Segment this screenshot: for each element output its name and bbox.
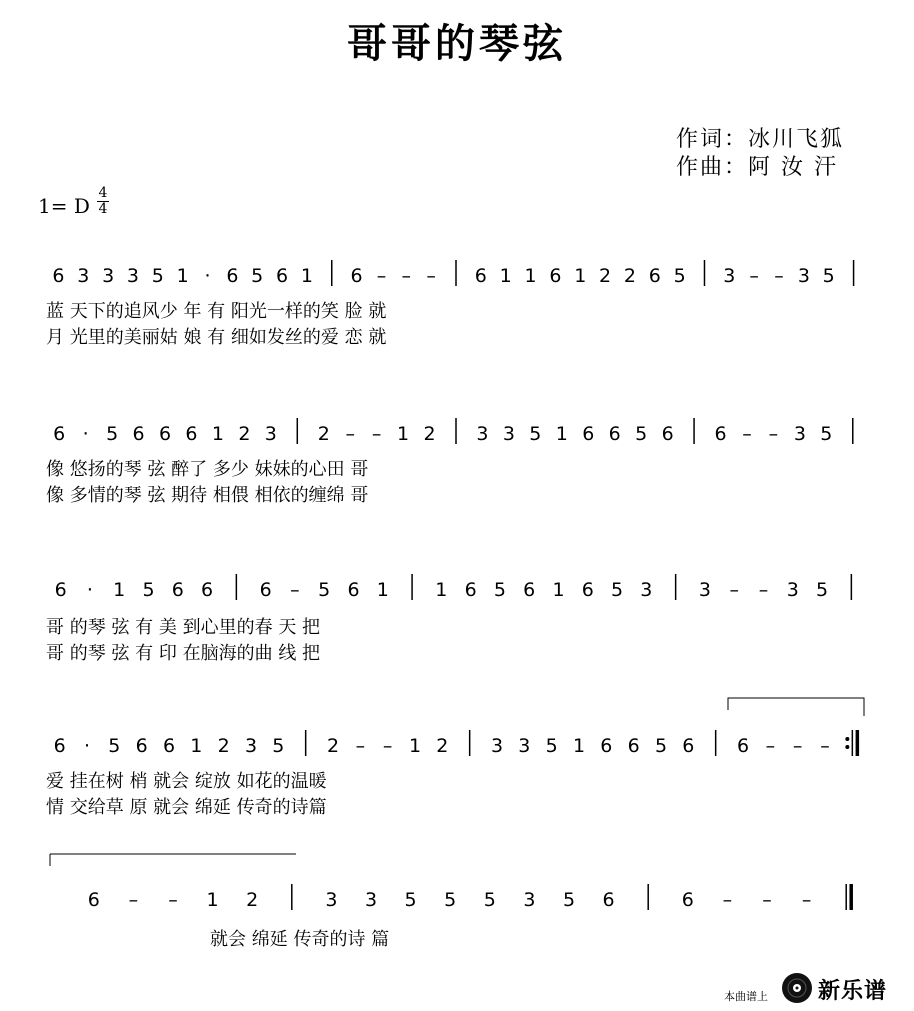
sustain-dash: – — [774, 265, 784, 287]
note: 6 — [581, 579, 594, 601]
time-signature-top: 4 — [98, 185, 108, 201]
lyric-verse1-line1: 蓝 天下的追风少 年 有 阳光一样的笑 脸 就 — [46, 301, 387, 322]
lyric-verse2-line3: 哥 的琴 弦 有 印 在脑海的曲 线 把 — [46, 643, 321, 664]
note: 6 — [474, 265, 487, 287]
note: 5 — [611, 579, 624, 601]
note: 5 — [142, 579, 155, 601]
note: 1 — [435, 579, 448, 601]
lyric-ending-line: 就会 绵延 传奇的诗 篇 — [210, 929, 390, 950]
note: 6 — [549, 265, 562, 287]
note: 5 — [673, 265, 686, 287]
note: 3 — [786, 579, 799, 601]
note: 3 — [698, 579, 711, 601]
note: 1 — [499, 265, 512, 287]
note: 3 — [264, 423, 277, 445]
note: 1 — [300, 265, 313, 287]
sustain-dash: – — [371, 423, 382, 445]
composer-credit: 作曲：阿 汝 汗 — [676, 155, 838, 180]
note: 6 — [523, 579, 536, 601]
note: 5 — [654, 735, 668, 757]
note: 5 — [529, 423, 542, 445]
note: 5 — [483, 889, 496, 911]
footer-text: 本曲谱上 — [724, 990, 768, 1003]
sustain-dash: – — [376, 265, 387, 287]
sustain-dash: – — [290, 579, 300, 601]
repeat-dot — [845, 745, 849, 749]
sustain-dash: – — [426, 265, 436, 287]
note: 3 — [126, 265, 140, 287]
note: 6 — [53, 735, 66, 757]
note: 1 — [408, 735, 422, 757]
note: 1 — [176, 265, 189, 287]
note: 3 — [77, 265, 90, 287]
note: · — [82, 423, 89, 445]
note: 6 — [600, 735, 613, 757]
song-title: 哥哥的琴弦 — [347, 21, 567, 67]
note: 6 — [736, 735, 750, 757]
sustain-dash: – — [765, 735, 776, 757]
note: 6 — [582, 423, 595, 445]
sustain-dash: – — [742, 423, 752, 445]
lyric-verse1-line3: 哥 的琴 弦 有 美 到心里的春 天 把 — [46, 617, 321, 638]
note: 6 — [53, 423, 66, 445]
note: 6 — [52, 265, 65, 287]
note: 1 — [113, 579, 126, 601]
brand-name: 新乐谱 — [818, 979, 888, 1004]
note: 2 — [436, 735, 449, 757]
note: 6 — [714, 423, 727, 445]
note: 3 — [640, 579, 653, 601]
note: 3 — [502, 423, 515, 445]
note: 6 — [661, 423, 674, 445]
note: 6 — [185, 423, 198, 445]
repeat-dot — [845, 737, 849, 741]
note: 1 — [572, 735, 586, 757]
note: 6 — [132, 423, 145, 445]
note: 6 — [608, 423, 621, 445]
note: 5 — [822, 265, 835, 287]
sustain-dash: – — [792, 735, 803, 757]
note: 3 — [797, 265, 810, 287]
note: 6 — [226, 265, 239, 287]
sustain-dash: – — [729, 579, 739, 601]
note: 1 — [211, 423, 224, 445]
note: 1 — [555, 423, 568, 445]
sustain-dash: – — [401, 265, 412, 287]
note: 3 — [490, 735, 504, 757]
note: 6 — [347, 579, 360, 601]
note: 6 — [276, 265, 289, 287]
note: 6 — [648, 265, 661, 287]
note: 1 — [206, 889, 219, 911]
note: · — [83, 735, 91, 757]
note: 2 — [246, 889, 259, 911]
lyricist-credit: 作词：冰川飞狐 — [676, 127, 845, 152]
note: 3 — [364, 889, 378, 911]
note: 1 — [376, 579, 389, 601]
note: 6 — [350, 265, 363, 287]
sustain-dash: – — [722, 889, 733, 911]
note: 1 — [397, 423, 410, 445]
note: 6 — [464, 579, 477, 601]
note: 2 — [217, 735, 230, 757]
note: 3 — [244, 735, 258, 757]
note: 6 — [259, 579, 272, 601]
sustain-dash: – — [758, 579, 769, 601]
note: 6 — [171, 579, 184, 601]
lyric-verse2-line4: 情 交给草 原 就会 绵延 传奇的诗篇 — [46, 797, 327, 818]
note: 1 — [552, 579, 565, 601]
sustain-dash: – — [382, 735, 393, 757]
note: · — [86, 579, 93, 601]
note: 6 — [627, 735, 640, 757]
note: 3 — [523, 889, 536, 911]
sustain-dash: – — [355, 735, 366, 757]
note: 2 — [423, 423, 436, 445]
note: 6 — [54, 579, 67, 601]
note: 6 — [682, 735, 695, 757]
note: 5 — [493, 579, 506, 601]
note: 5 — [318, 579, 331, 601]
note: 5 — [272, 735, 285, 757]
note: 2 — [238, 423, 251, 445]
note: 2 — [623, 265, 636, 287]
note: · — [204, 265, 211, 287]
lyric-verse1-line2: 像 悠扬的琴 弦 醉了 多少 妹妹的心田 哥 — [46, 459, 369, 480]
record-logo-icon — [781, 972, 813, 1004]
note: 5 — [545, 735, 558, 757]
note: 6 — [162, 735, 176, 757]
note: 5 — [404, 889, 417, 911]
note: 6 — [201, 579, 214, 601]
note: 1 — [524, 265, 537, 287]
lyric-verse2-line2: 像 多情的琴 弦 期待 相偎 相依的缠绵 哥 — [46, 485, 369, 506]
note: 1 — [574, 265, 587, 287]
key-signature: 1= D — [38, 194, 90, 218]
sustain-dash: – — [168, 889, 178, 911]
note: 6 — [135, 735, 148, 757]
first-ending-bracket — [728, 698, 864, 716]
note: 5 — [106, 423, 119, 445]
note: 3 — [723, 265, 736, 287]
note: 6 — [681, 889, 694, 911]
sustain-dash: – — [128, 889, 139, 911]
note: 2 — [317, 423, 330, 445]
sustain-dash: – — [801, 889, 812, 911]
note: 2 — [599, 265, 612, 287]
sustain-dash: – — [762, 889, 772, 911]
sustain-dash: – — [820, 735, 830, 757]
note: 5 — [251, 265, 264, 287]
note: 3 — [102, 265, 115, 287]
note: 3 — [325, 889, 338, 911]
note: 3 — [476, 423, 489, 445]
lyric-verse1-line4: 爱 挂在树 梢 就会 绽放 如花的温暖 — [46, 771, 327, 792]
time-signature-bottom: 4 — [98, 201, 108, 217]
sustain-dash: – — [345, 423, 355, 445]
note: 5 — [562, 889, 576, 911]
sustain-dash: – — [749, 265, 759, 287]
note: 2 — [326, 735, 340, 757]
note: 6 — [87, 889, 100, 911]
note: 5 — [444, 889, 457, 911]
note: 5 — [820, 423, 833, 445]
note: 6 — [158, 423, 172, 445]
note: 3 — [518, 735, 531, 757]
note: 5 — [108, 735, 121, 757]
sustain-dash: – — [768, 423, 779, 445]
note: 1 — [190, 735, 203, 757]
note: 5 — [635, 423, 648, 445]
note: 6 — [602, 889, 615, 911]
note: 5 — [816, 579, 829, 601]
note: 3 — [793, 423, 806, 445]
lyric-verse2-line1: 月 光里的美丽姑 娘 有 细如发丝的爱 恋 就 — [46, 327, 387, 348]
note: 5 — [151, 265, 164, 287]
